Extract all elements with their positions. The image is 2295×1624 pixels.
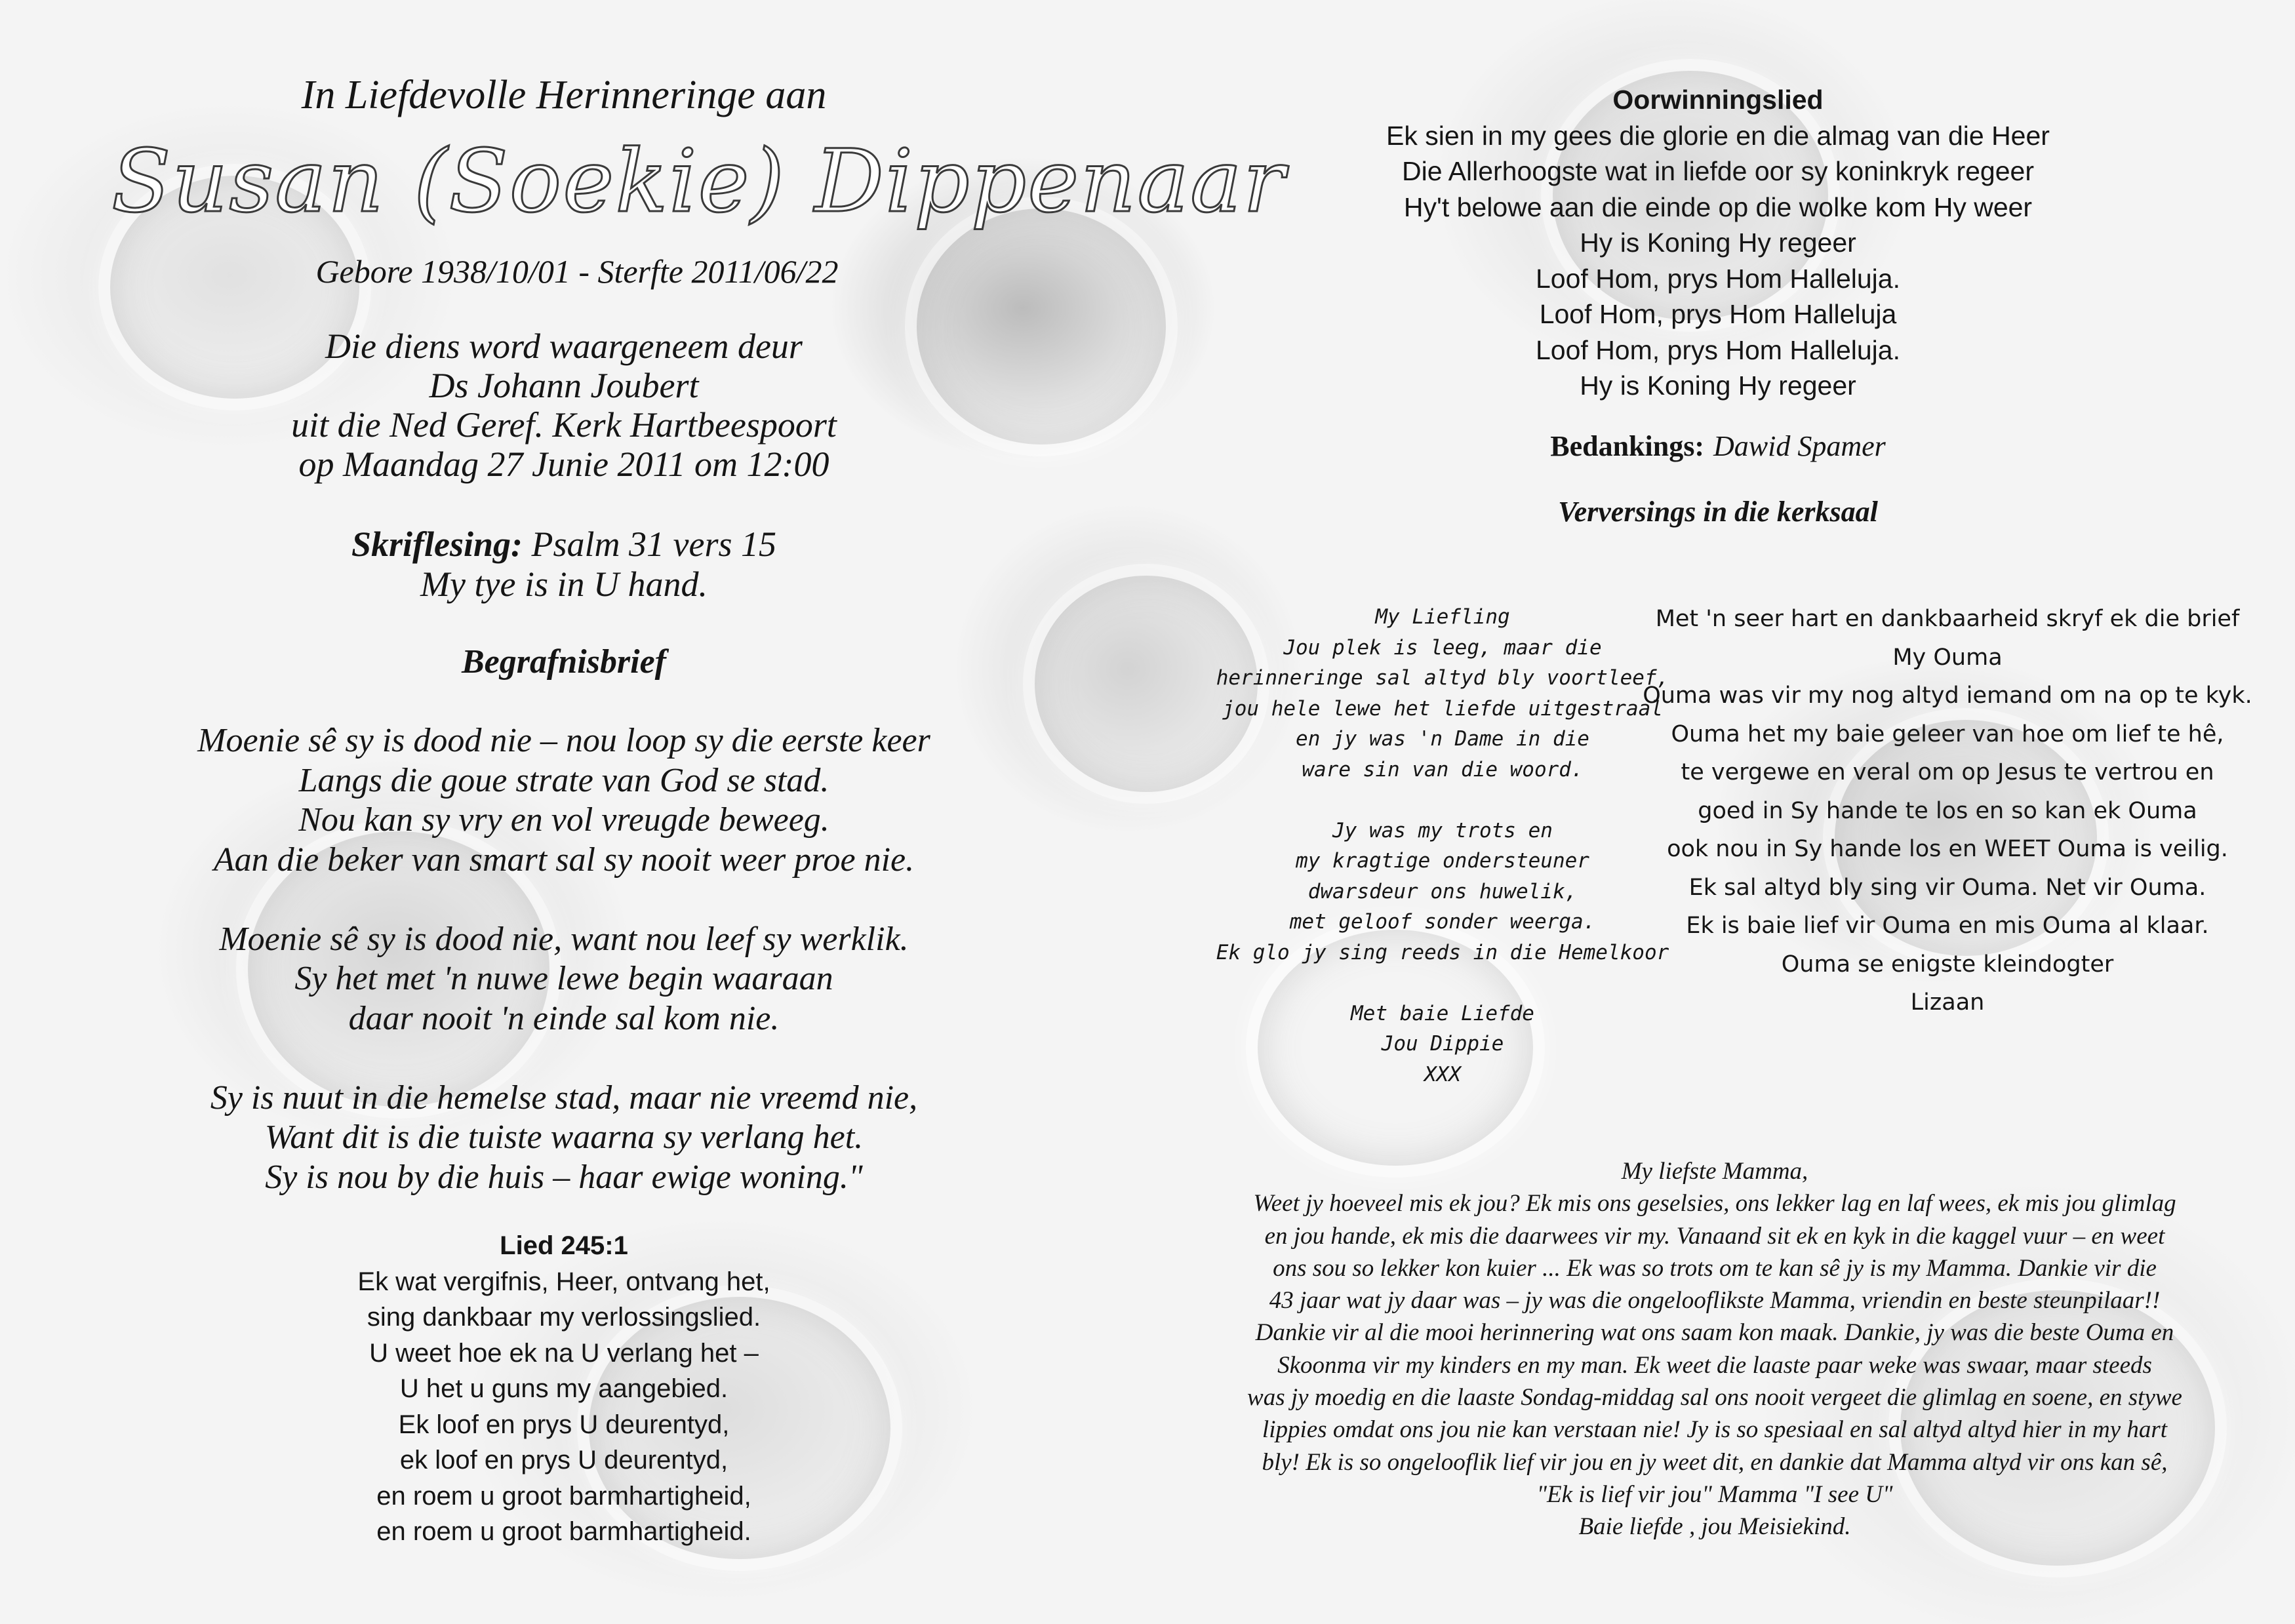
dippie-line: my kragtige ondersteuner xyxy=(1296,849,1589,873)
dippie-line xyxy=(1207,785,1679,816)
lizaan-line: Ouma se enigste kleindogter xyxy=(1781,951,2114,978)
mamma-line: Baie liefde , jou Meisiekind. xyxy=(1578,1513,1851,1541)
lizaan-line: My Ouma xyxy=(1892,644,2003,671)
victory-line: Hy is Koning Hy regeer xyxy=(1580,228,1856,258)
mamma-line: bly! Ek is so ongelooflik lief vir jou en jy weet dit, en dankie dat Mamma altyd vir ons kan sê, xyxy=(1262,1448,2168,1476)
lizaan-line: Ek is baie lief vir Ouma en mis Ouma al klaar. xyxy=(1686,913,2209,939)
funeral-poem xyxy=(131,721,997,1197)
victory-line: Loof Hom, prys Hom Halleluja. xyxy=(1536,263,1900,294)
lizaan-line: Ek sal altyd bly sing vir Ouma. Net vir Ouma. xyxy=(1688,874,2206,901)
poem-line: daar nooit 'n einde sal kom nie. xyxy=(348,999,780,1037)
scripture-label: Skriflesing: xyxy=(351,525,523,564)
refreshments-text: Verversings in die kerksaal xyxy=(1558,496,1878,528)
lizaan-line: Met 'n seer hart en dankbaarheid skryf ek die brief xyxy=(1655,606,2240,632)
scripture-ref: Psalm 31 vers 15 xyxy=(531,525,776,564)
mamma-line: Skoonma vir my kinders en my man. Ek weet die laaste paar weke was swaar, maar steeds xyxy=(1277,1351,2152,1379)
poem-line xyxy=(131,1039,997,1079)
victory-line: Loof Hom, prys Hom Halleluja xyxy=(1539,299,1897,329)
lizaan-line: te vergewe en veral om op Jesus te vertrou en xyxy=(1681,759,2214,785)
victory-line: Die Allerhoogste wat in liefde oor sy koninkryk regeer xyxy=(1402,156,2034,186)
thanks-name: Dawid Spamer xyxy=(1713,430,1886,462)
service-line: Ds Johann Joubert xyxy=(429,366,699,405)
victory-title: Oorwinningslied xyxy=(1612,85,1824,115)
lizaan-line: Ouma het my baie geleer van hoe om lief te hê, xyxy=(1671,721,2224,747)
deceased-name xyxy=(111,131,1286,232)
service-line: op Maandag 27 Junie 2011 om 12:00 xyxy=(298,445,829,484)
dippie-line: My Liefling xyxy=(1375,605,1510,629)
dippie-line: Jou Dippie xyxy=(1381,1032,1504,1056)
dippie-line: jou hele lewe het liefde uitgestraal xyxy=(1222,696,1663,721)
name-text: Susan (Soekie) Dippenaar xyxy=(111,131,1286,232)
poem-line: Moenie sê sy is dood nie – nou loop sy die eerste keer xyxy=(197,722,930,759)
scripture-line xyxy=(170,525,957,564)
poem-line: Langs die goue strate van God se stad. xyxy=(298,761,829,799)
scripture-reading xyxy=(170,525,957,604)
dippie-line: met geloof sonder weerga. xyxy=(1289,910,1596,934)
acknowledgements xyxy=(1475,429,1961,463)
hymn-line: en roem u groot barmhartigheid. xyxy=(376,1517,751,1546)
dippie-line: Met baie Liefde xyxy=(1351,1001,1534,1025)
dippie-line: ware sin van die woord. xyxy=(1302,757,1584,782)
victory-line: Hy't belowe aan die einde op die wolke kom Hy weer xyxy=(1403,191,2033,222)
heading-text: In Liefdevolle Herinneringe aan xyxy=(301,73,827,117)
lizaan-line: ook nou in Sy hande los en WEET Ouma is veilig. xyxy=(1667,836,2228,862)
mamma-line: lippies omdat ons jou nie kan verstaan nie! Jy is so spesiaal en sal altyd altyd hier in my hart xyxy=(1262,1416,2168,1444)
dippie-line: Jou plek is leeg, maar die xyxy=(1283,635,1602,660)
hymn-line: ek loof en prys U deurentyd, xyxy=(399,1446,728,1475)
service-details xyxy=(170,327,957,484)
dippie-line: herinneringe sal altyd bly voortleef, xyxy=(1216,666,1669,690)
mamma-line: en jou hande, ek mis die daarwees vir my. Vanaand sit ek en kyk in die kaggel vuur – en weet xyxy=(1264,1222,2165,1250)
hymn-line: sing dankbaar my verlossingslied. xyxy=(367,1303,761,1332)
hymn-245 xyxy=(282,1228,846,1550)
victory-line: Ek sien in my gees die glorie en die almag van die Heer xyxy=(1386,120,2050,151)
scripture-text: My tye is in U hand. xyxy=(420,564,708,604)
dippie-line xyxy=(1207,968,1679,999)
victory-line: Loof Hom, prys Hom Halleluja. xyxy=(1536,334,1900,365)
dippie-line: XXX xyxy=(1424,1062,1461,1086)
dippie-line: Ek glo jy sing reeds in die Hemelkoor xyxy=(1216,940,1669,964)
service-line: uit die Ned Geref. Kerk Hartbeespoort xyxy=(291,405,837,445)
brief-title-text: Begrafnisbrief xyxy=(462,643,666,681)
funeral-letter-title xyxy=(170,643,957,681)
lizaan-line: Ouma was vir my nog altyd iemand om na op te kyk. xyxy=(1643,683,2252,709)
poem-line: Aan die beker van smart sal sy nooit weer proe nie. xyxy=(213,841,915,879)
mamma-line: 43 jaar wat jy daar was – jy was die ongelooflikste Mamma, vriendin en beste steunpilaar!! xyxy=(1269,1287,2161,1315)
dippie-line: Jy was my trots en xyxy=(1332,818,1553,842)
mamma-line: was jy moedig en die laaste Sondag-middag sal ons nooit vergeet die glimlag en soene, en stywe xyxy=(1247,1384,2182,1412)
note-from-lizaan xyxy=(1639,600,2256,1022)
victory-line: Hy is Koning Hy regeer xyxy=(1580,370,1856,401)
poem-line xyxy=(131,880,997,920)
hymn-line: U weet hoe ek na U verlang het – xyxy=(369,1338,759,1368)
poem-line: Want dit is die tuiste waarna sy verlang het. xyxy=(264,1119,864,1156)
memorial-heading xyxy=(170,72,957,119)
dippie-line: dwarsdeur ons huwelik, xyxy=(1307,879,1578,903)
poem-line: Moenie sê sy is dood nie, want nou leef sy werklik. xyxy=(219,920,909,958)
hymn-line: Ek loof en prys U deurentyd, xyxy=(398,1410,730,1439)
poem-line: Sy het met 'n nuwe lewe begin waaraan xyxy=(294,960,833,997)
lizaan-line: Lizaan xyxy=(1910,989,1985,1016)
dippie-line: en jy was 'n Dame in die xyxy=(1296,727,1589,751)
refreshments-note xyxy=(1475,495,1961,528)
lizaan-line: goed in Sy hande te los en so kan ek Ouma xyxy=(1698,797,2197,824)
hymn-line: Ek wat vergifnis, Heer, ontvang het, xyxy=(357,1267,770,1296)
dates-text: Gebore 1938/10/01 - Sterfte 2011/06/22 xyxy=(315,253,839,290)
hymn-line: en roem u groot barmhartigheid, xyxy=(376,1481,751,1511)
hymn-title: Lied 245:1 xyxy=(500,1231,628,1260)
victory-song xyxy=(1344,82,2092,404)
thanks-line xyxy=(1475,429,1961,463)
birth-death-dates xyxy=(184,252,970,290)
poem-line: Nou kan sy vry en vol vreugde beweeg. xyxy=(298,801,829,839)
mamma-line: Dankie vir al die mooi herinnering wat ons saam kon maak. Dankie, jy was die beste Ouma en xyxy=(1255,1319,2174,1347)
note-from-dippie xyxy=(1207,602,1679,1090)
service-line: Die diens word waargeneem deur xyxy=(325,327,803,366)
mamma-line: "Ek is lief vir jou" Mamma "I see U" xyxy=(1536,1480,1893,1508)
mamma-line: Weet jy hoeveel mis ek jou? Ek mis ons geselsies, ons lekker lag en laf wees, ek mis jou glimlag xyxy=(1253,1190,2176,1218)
hymn-line: U het u guns my aangebied. xyxy=(399,1374,728,1403)
poem-line: Sy is nou by die huis – haar ewige woning." xyxy=(265,1158,863,1196)
mamma-line: ons sou so lekker kon kuier ... Ek was so trots om te kan sê jy is my Mamma. Dankie vir die xyxy=(1273,1254,2157,1282)
mamma-line: My liefste Mamma, xyxy=(1621,1158,1808,1185)
thanks-label: Bedankings: xyxy=(1550,430,1704,462)
note-to-mamma xyxy=(1200,1155,2229,1543)
poem-line: Sy is nuut in die hemelse stad, maar nie vreemd nie, xyxy=(210,1079,918,1117)
